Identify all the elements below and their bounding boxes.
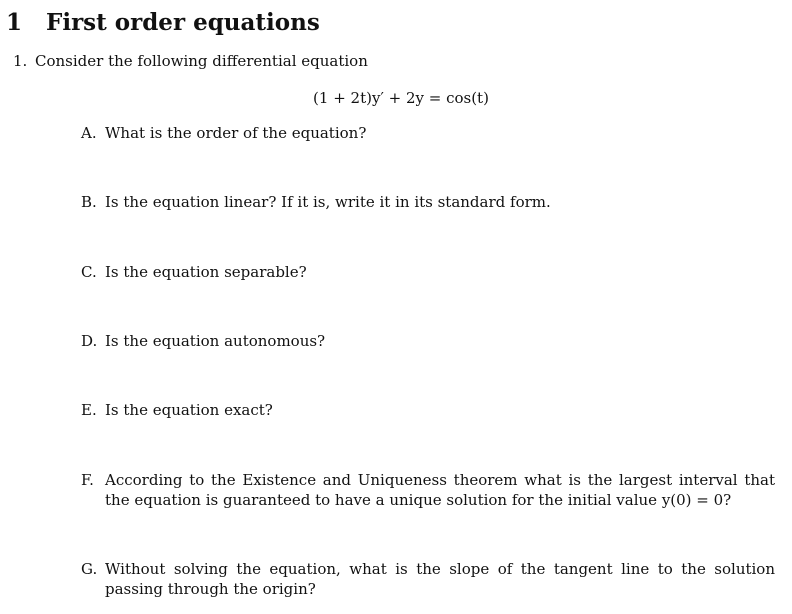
question-letter: B.	[81, 193, 97, 211]
question-text: Is the equation autonomous?	[105, 332, 326, 350]
question-text: Is the equation linear? If it is, write it in its standard form.	[105, 193, 551, 211]
problem-intro-text: Consider the following differential equation	[35, 52, 368, 70]
question-letter: D.	[81, 332, 98, 350]
section-title: First order equations	[46, 9, 320, 36]
question-text: What is the order of the equation?	[105, 124, 367, 142]
question-letter: E.	[81, 401, 97, 419]
question-letter: F.	[81, 471, 94, 489]
question-letter: G.	[81, 560, 98, 578]
problem-number: 1.	[13, 52, 28, 70]
question-part-a	[81, 123, 775, 143]
section-number: 1	[6, 9, 23, 36]
question-text: According to the Existence and Uniqueness theorem what is the largest interval that the equation is guaranteed to have a unique solution for the initial value y(0) = 0?	[105, 471, 775, 509]
question-part-b	[81, 192, 775, 212]
question-letter: C.	[81, 263, 97, 281]
question-part-d	[81, 331, 775, 351]
differential-equation: (1 + 2t)y′ + 2y = cos(t)	[313, 89, 489, 107]
question-part-e	[81, 400, 775, 420]
question-part-g	[81, 559, 775, 599]
question-letter: A.	[81, 124, 97, 142]
question-text: Is the equation separable?	[105, 263, 307, 281]
question-part-f	[81, 470, 775, 510]
question-part-c	[81, 262, 775, 282]
problem-intro	[13, 51, 368, 71]
question-text: Is the equation exact?	[105, 401, 273, 419]
section-heading	[6, 8, 320, 38]
question-text: Without solving the equation, what is the slope of the tangent line to the solution passing through the origin?	[105, 560, 775, 598]
